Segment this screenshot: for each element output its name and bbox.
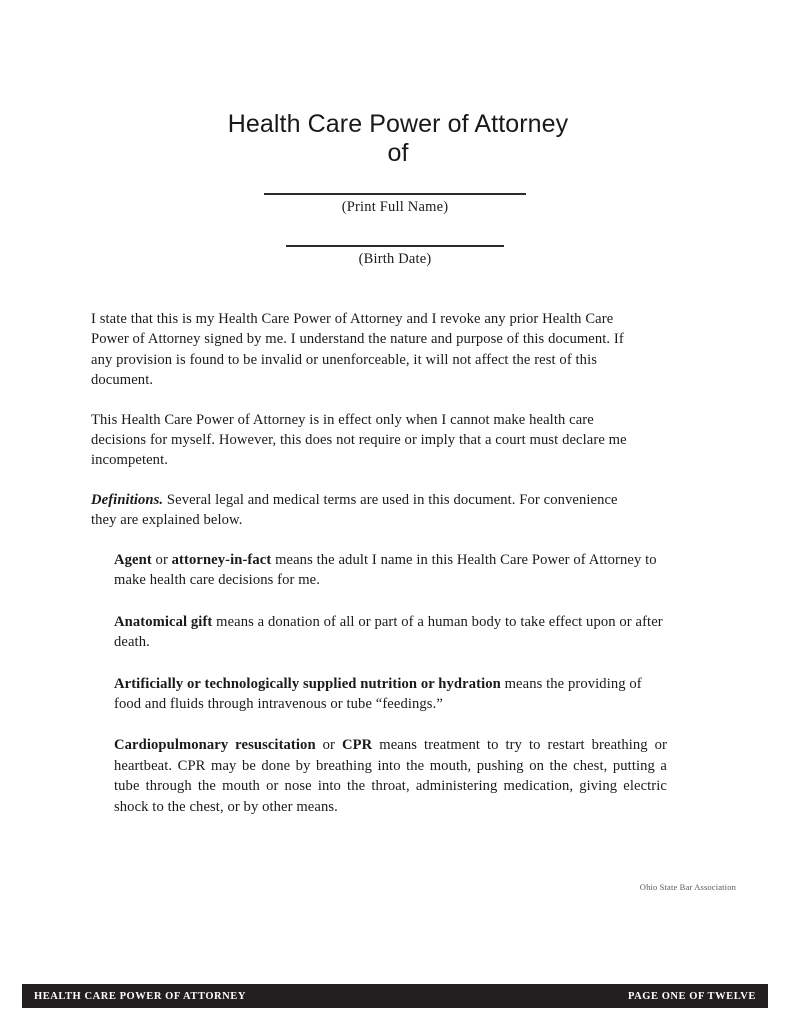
- footer-page-number: PAGE ONE OF TWELVE: [627, 990, 756, 1002]
- title-line-2: of: [387, 139, 409, 167]
- page-title: [0, 110, 790, 168]
- field-print-full-name: [0, 193, 790, 216]
- definition-connector: or: [315, 737, 342, 754]
- footer-document-name: HEALTH CARE POWER OF ATTORNEY: [34, 990, 246, 1002]
- paragraph-effect: This Health Care Power of Attorney is in effect only when I cannot make health care decisions for myself. However, this does not require or imply that a court must declare me incompetent.: [91, 411, 627, 469]
- definition-term: Artificially or technologically supplied nutrition or hydration: [114, 675, 501, 692]
- definitions-heading: Definitions.: [91, 491, 164, 508]
- definition-term: Anatomical gift: [114, 613, 213, 630]
- definition-term-alt: attorney-in-fact: [171, 552, 272, 568]
- field-label-birth-date: (Birth Date): [358, 250, 432, 267]
- definition-agent: [114, 550, 667, 591]
- definition-text: means the providing of food and fluids through intravenous or tube “feedings.”: [114, 675, 642, 713]
- definition-cpr: [114, 735, 667, 817]
- definition-text: means the adult I name in this Health Care Power of Attorney to make health care decisions for me.: [114, 552, 657, 589]
- paragraph-definitions-intro: [91, 490, 643, 531]
- body-copy: [91, 309, 643, 552]
- definition-term-alt: CPR: [341, 737, 373, 754]
- definition-anatomical-gift: [114, 612, 667, 653]
- definitions-intro-text: Several legal and medical terms are used in this document. For convenience they are explained below.: [91, 491, 618, 529]
- credit-line: Ohio State Bar Association: [639, 882, 736, 892]
- page-footer: [22, 984, 768, 1008]
- definition-nutrition-hydration: [114, 674, 667, 715]
- field-birth-date: [0, 245, 790, 268]
- definition-text: means a donation of all or part of a human body to take effect upon or after death.: [114, 613, 663, 651]
- signature-rule-birth-date[interactable]: [286, 245, 504, 247]
- signature-rule-name[interactable]: [264, 193, 526, 195]
- title-line-1: Health Care Power of Attorney: [227, 110, 569, 138]
- field-label-print-full-name: (Print Full Name): [341, 199, 449, 215]
- title-block: [0, 110, 790, 168]
- definitions-list: [114, 550, 667, 817]
- definition-term: Agent: [114, 552, 152, 568]
- definition-term: Cardiopulmonary resuscitation: [114, 737, 316, 754]
- paragraph-revocation: I state that this is my Health Care Power of Attorney and I revoke any prior Health Care Power of Attorney signed by me. I understand the nature and purpose of this document. If any provision is found to be invalid or unenforceable, it will not affect the rest of this document.: [91, 311, 624, 389]
- definition-connector: or: [151, 552, 172, 568]
- definition-text: means treatment to try to restart breathing or heartbeat. CPR may be done by breathing into the mouth, pushing on the chest, putting a tube through the mouth or nose into the throat, administering medication, giving electric shock to the chest, or by other means.: [114, 737, 667, 815]
